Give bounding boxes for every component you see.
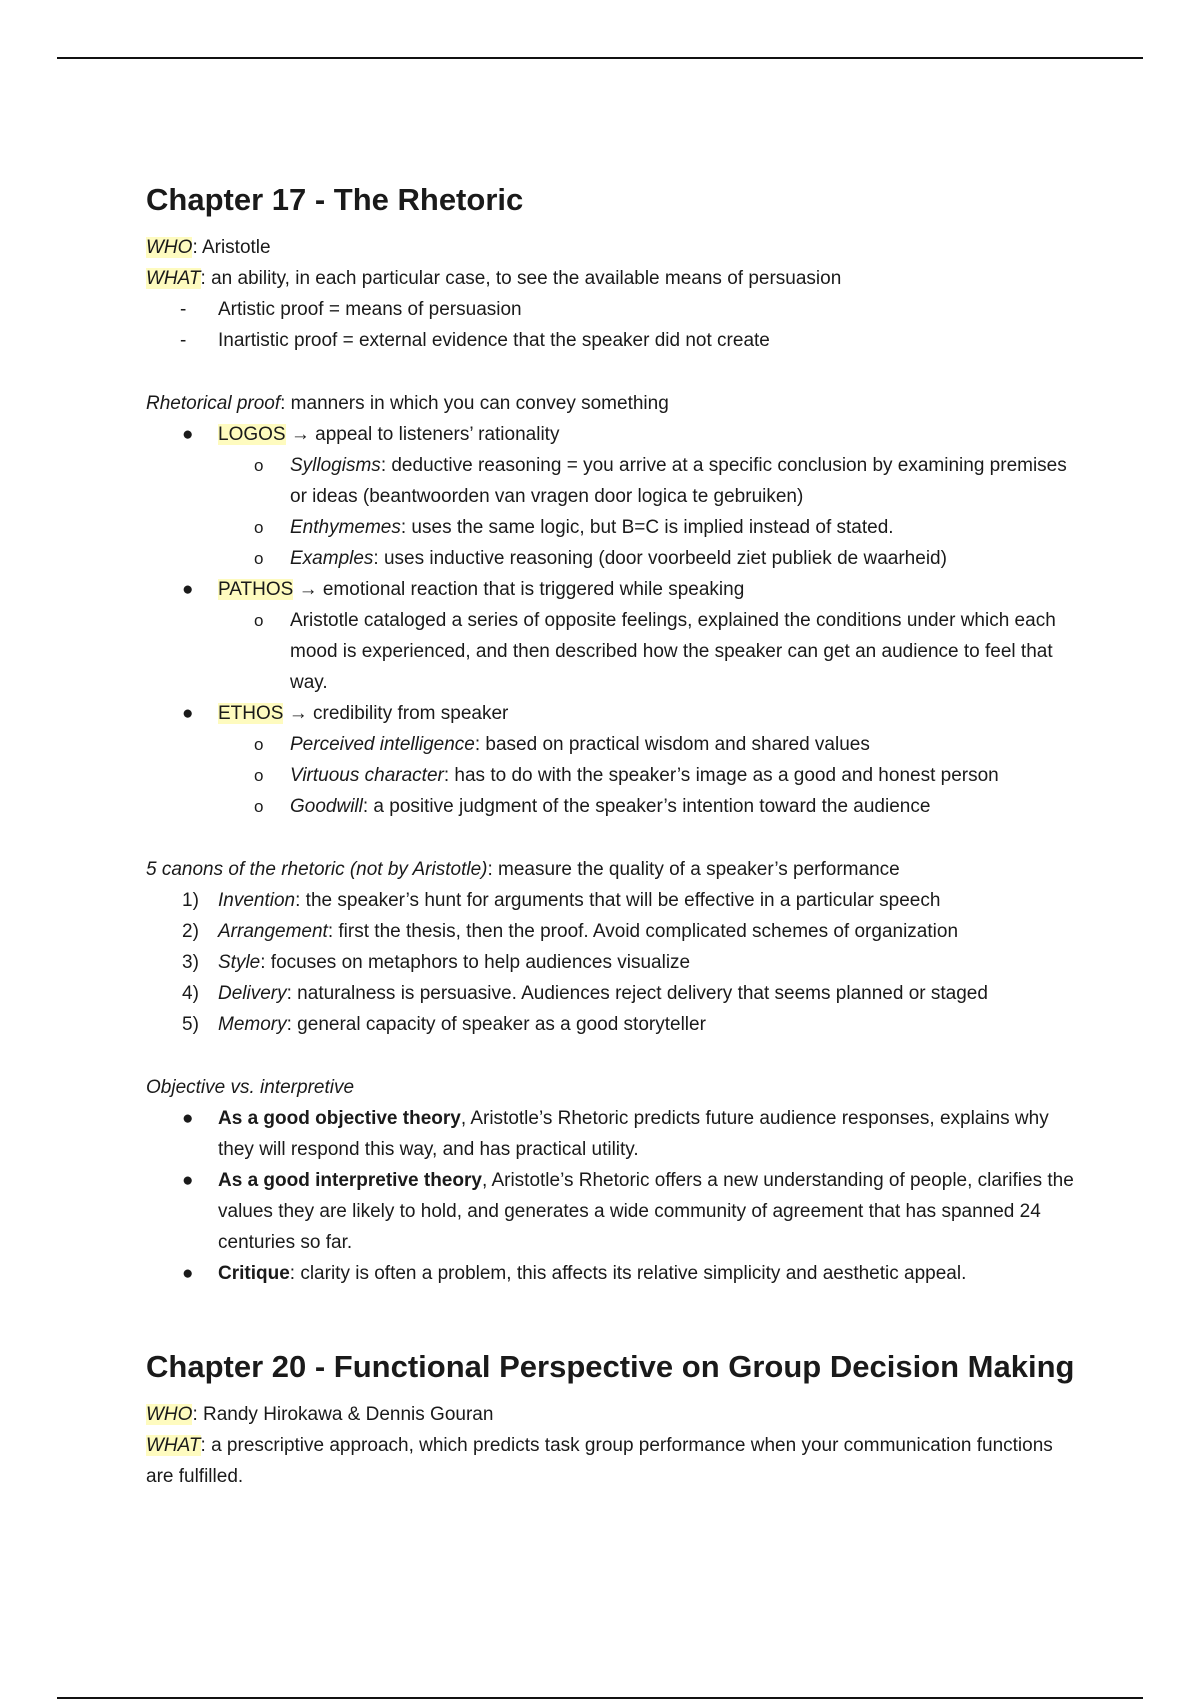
- what-line: WHAT: a prescriptive approach, which predicts task group performance when your communication functions are fulfilled.: [146, 1435, 1053, 1487]
- ethos-item: ● ETHOS → credibility from speaker o Perceived intelligence: based on practical wisdom and shared values o Virtuous character: has to do with the speaker’s image as a good and honest person o Goodwill: a positive judgment of the speaker’s intention toward the audience: [146, 698, 1076, 822]
- evaluation-list: [146, 1103, 1076, 1289]
- what-line: WHAT: an ability, in each particular case, to see the available means of persuasion: [146, 268, 842, 289]
- list-item: o Aristotle cataloged a series of opposite feelings, explained the conditions under which each mood is experienced, and then described how the speaker can get an audience to feel that way.: [218, 605, 1076, 698]
- logos-sublist: [218, 450, 1076, 574]
- bottom-rule: [57, 1697, 1143, 1699]
- who-line: WHO: Randy Hirokawa & Dennis Gouran: [146, 1404, 494, 1425]
- canons-line: 5 canons of the rhetoric (not by Aristotle): measure the quality of a speaker’s performance: [146, 859, 900, 880]
- document-page: [146, 180, 1076, 1492]
- objective-interpretive-heading: Objective vs. interpretive: [146, 1077, 355, 1098]
- who-line: WHO: Aristotle: [146, 237, 271, 258]
- list-item: - Inartistic proof = external evidence that the speaker did not create: [146, 325, 1076, 356]
- proof-types-list: [146, 419, 1076, 822]
- list-item: o Examples: uses inductive reasoning (door voorbeeld ziet publiek de waarheid): [218, 543, 1076, 574]
- list-item: 5) Memory: general capacity of speaker as a good storyteller: [182, 1014, 706, 1035]
- ethos-sublist: [218, 729, 1076, 822]
- list-item: 3) Style: focuses on metaphors to help audiences visualize: [182, 952, 691, 973]
- list-item: - Artistic proof = means of persuasion: [146, 294, 1076, 325]
- list-item: o Virtuous character: has to do with the speaker’s image as a good and honest person: [218, 760, 1076, 791]
- proof-list: [146, 294, 1076, 356]
- list-item: ● As a good interpretive theory, Aristotle’s Rhetoric offers a new understanding of people, clarifies the values they are likely to hold, and generates a wide community of agreement that has spanned 24 centuries so far.: [182, 1170, 1074, 1253]
- list-item: o Syllogisms: deductive reasoning = you arrive at a specific conclusion by examining premises or ideas (beantwoorden van vragen door logica te gebruiken): [218, 450, 1076, 512]
- list-item: 4) Delivery: naturalness is persuasive. Audiences reject delivery that seems planned or staged: [182, 983, 988, 1004]
- pathos-sublist: [218, 605, 1076, 698]
- list-item: o Enthymemes: uses the same logic, but B=C is implied instead of stated.: [218, 512, 1076, 543]
- chapter-17-title: Chapter 17 - The Rhetoric: [146, 182, 524, 217]
- list-item: 1) Invention: the speaker’s hunt for arguments that will be effective in a particular speech: [182, 890, 941, 911]
- canons-list: [146, 885, 1076, 1040]
- list-item: o Perceived intelligence: based on practical wisdom and shared values: [218, 729, 1076, 760]
- list-item: ● Critique: clarity is often a problem, this affects its relative simplicity and aesthetic appeal.: [182, 1263, 967, 1284]
- rhetorical-proof-line: Rhetorical proof: manners in which you can convey something: [146, 393, 669, 414]
- pathos-item: ● PATHOS → emotional reaction that is triggered while speaking o Aristotle cataloged a series of opposite feelings, explained the conditions under which each mood is experienced, and then described how the speaker can get an audience to feel that way.: [146, 574, 1076, 698]
- logos-item: ● LOGOS → appeal to listeners’ rationality o Syllogisms: deductive reasoning = you arrive at a specific conclusion by examining premises or ideas (beantwoorden van vragen door logica te gebruiken) o Enthymemes: uses the same logic, but B=C is implied instead of stated. o Examples: uses inductive reasoning (door voorbeeld ziet publiek de waarheid): [146, 419, 1076, 574]
- list-item: ● As a good objective theory, Aristotle’s Rhetoric predicts future audience responses, explains why they will respond this way, and has practical utility.: [182, 1108, 1049, 1160]
- list-item: o Goodwill: a positive judgment of the speaker’s intention toward the audience: [218, 791, 1076, 822]
- list-item: 2) Arrangement: first the thesis, then the proof. Avoid complicated schemes of organization: [182, 921, 959, 942]
- chapter-20-title: Chapter 20 - Functional Perspective on Group Decision Making: [146, 1349, 1075, 1384]
- top-rule: [57, 57, 1143, 59]
